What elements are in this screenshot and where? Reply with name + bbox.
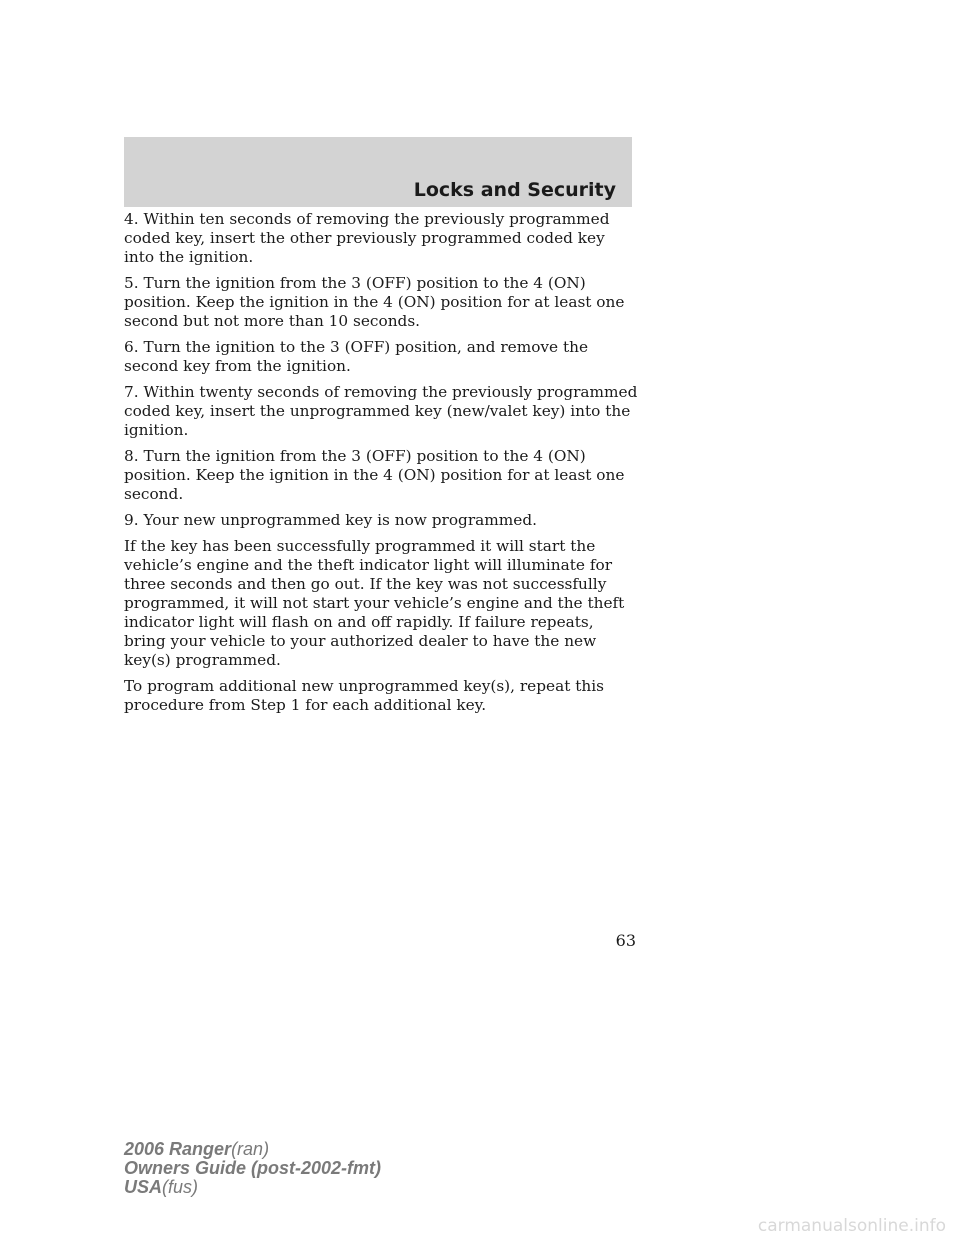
footer-line-1 bbox=[124, 1140, 381, 1159]
step-7-paragraph: 7. Within twenty seconds of removing the previously programmed coded key, insert the unprogrammed key (new/valet key) into the ignition. bbox=[124, 383, 638, 439]
footer-guide: Owners Guide (post-2002-fmt) bbox=[124, 1158, 382, 1178]
footer-line-2 bbox=[124, 1159, 381, 1178]
document-footer bbox=[124, 1140, 381, 1197]
step-9-paragraph: 9. Your new unprogrammed key is now programmed. bbox=[124, 511, 537, 529]
footer-market: USA bbox=[124, 1177, 163, 1197]
additional-keys-paragraph: To program additional new unprogrammed key(s), repeat this procedure from Step 1 for each additional key. bbox=[124, 677, 604, 714]
step-8-paragraph: 8. Turn the ignition from the 3 (OFF) position to the 4 (ON) position. Keep the ignition in the 4 (ON) position for at least one second. bbox=[124, 447, 625, 503]
footer-market-code: (fus) bbox=[162, 1177, 199, 1197]
footer-model-code: (ran) bbox=[231, 1139, 270, 1159]
footer-model: 2006 Ranger bbox=[124, 1139, 232, 1159]
footer-line-3 bbox=[124, 1178, 381, 1197]
page-number: 63 bbox=[615, 931, 636, 950]
section-title: Locks and Security bbox=[413, 179, 616, 201]
section-header-band bbox=[124, 137, 632, 207]
step-4-paragraph: 4. Within ten seconds of removing the previously programmed coded key, insert the other previously programmed coded key into the ignition. bbox=[124, 210, 610, 266]
step-5-paragraph: 5. Turn the ignition from the 3 (OFF) position to the 4 (ON) position. Keep the ignition in the 4 (ON) position for at least one second but not more than 10 seconds. bbox=[124, 274, 625, 330]
result-paragraph: If the key has been successfully programmed it will start the vehicle’s engine and the theft indicator light will illuminate for three seconds and then go out. If the key was not successfully programmed, it will not start your vehicle’s engine and the theft indicator light will flash on and off rapidly. If failure repeats, bring your vehicle to your authorized dealer to have the new key(s) programmed. bbox=[124, 537, 625, 669]
body-text bbox=[124, 210, 638, 722]
site-watermark: carmanualsonline.info bbox=[757, 1216, 946, 1236]
step-6-paragraph: 6. Turn the ignition to the 3 (OFF) position, and remove the second key from the ignition. bbox=[124, 338, 589, 375]
